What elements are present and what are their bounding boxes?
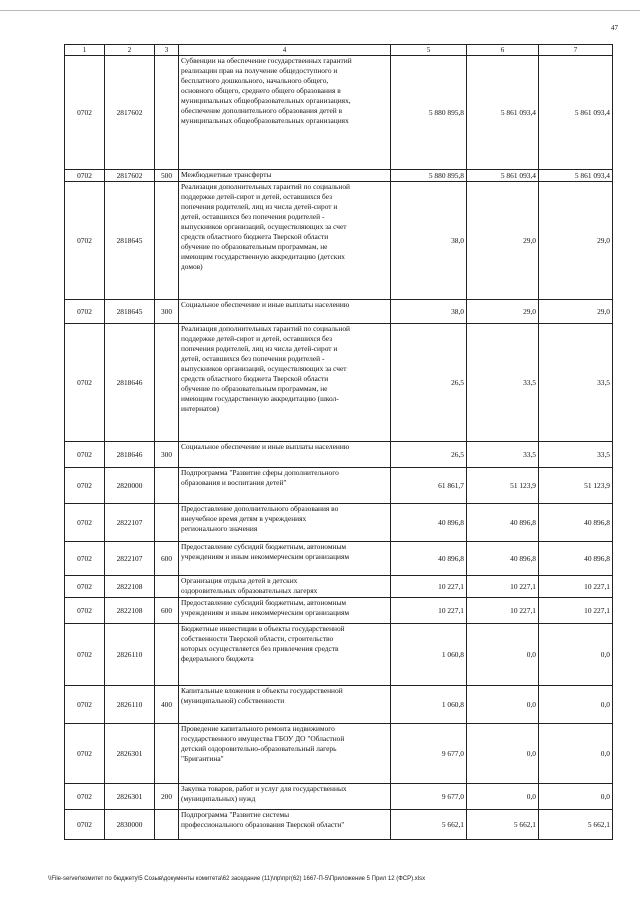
section-code-cell: 0702 (65, 300, 105, 324)
table-body (65, 56, 613, 840)
section-code-cell: 0702 (65, 182, 105, 300)
col-header-2: 2 (105, 45, 155, 56)
description-cell (179, 56, 391, 170)
amount-col5-cell: 1 060,8 (391, 686, 467, 724)
description-cell (179, 576, 391, 598)
description-cell (179, 624, 391, 686)
description-line: муниципальных общеобразовательных организациях, (181, 96, 351, 105)
description-cell (179, 686, 391, 724)
expense-type-cell: 600 (155, 542, 179, 576)
amount-col5-cell: 9 677,0 (391, 784, 467, 810)
amount-col5-cell: 40 896,8 (391, 504, 467, 542)
description-line: внеучебное время детям в учреждениях (181, 514, 307, 523)
amount-col6-cell: 0,0 (467, 686, 539, 724)
description-cell (179, 810, 391, 840)
expense-type-cell (155, 468, 179, 504)
table-row (65, 724, 613, 784)
amount-col5-cell: 26,5 (391, 324, 467, 442)
amount-col5-cell: 38,0 (391, 300, 467, 324)
description-line: Проведение капитального ремонта недвижимого (181, 724, 335, 733)
description-cell (179, 468, 391, 504)
amount-col7-cell: 10 227,1 (539, 598, 613, 624)
section-code-cell: 0702 (65, 784, 105, 810)
section-code-cell: 0702 (65, 170, 105, 182)
description-line: реализации прав на получение общедоступного и (181, 66, 338, 75)
amount-col7-cell: 51 123,9 (539, 468, 613, 504)
description-line: профессионального образования Тверской области" (181, 820, 345, 829)
expense-type-cell (155, 324, 179, 442)
description-line: Предоставление дополнительного образования во (181, 504, 339, 513)
target-article-cell: 2818646 (105, 442, 155, 468)
col-header-5: 5 (391, 45, 467, 56)
table-row (65, 784, 613, 810)
top-rule (0, 10, 640, 11)
description-line: Предоставление субсидий бюджетным, автономным (181, 598, 347, 607)
description-cell (179, 324, 391, 442)
amount-col7-cell: 10 227,1 (539, 576, 613, 598)
amount-col7-cell: 33,5 (539, 324, 613, 442)
section-code-cell: 0702 (65, 56, 105, 170)
description-line: обучение по образовательным программам, не (181, 384, 328, 393)
description-line: регионального значения (181, 524, 258, 533)
expense-type-cell: 300 (155, 300, 179, 324)
description-line: Предоставление субсидий бюджетным, автономным (181, 542, 347, 551)
amount-col7-cell: 40 896,8 (539, 504, 613, 542)
col-header-4: 4 (179, 45, 391, 56)
amount-col5-cell: 38,0 (391, 182, 467, 300)
amount-col6-cell: 33,5 (467, 442, 539, 468)
description-line: "Бригантина" (181, 754, 224, 763)
section-code-cell: 0702 (65, 724, 105, 784)
description-cell (179, 542, 391, 576)
description-line: попечения родителей, лиц из числа детей-сирот и (181, 344, 338, 353)
table-row (65, 442, 613, 468)
col-header-7: 7 (539, 45, 613, 56)
target-article-cell: 2820000 (105, 468, 155, 504)
table-row (65, 182, 613, 300)
description-line: Капитальные вложения в объекты государственной (181, 686, 343, 695)
expense-type-cell: 200 (155, 784, 179, 810)
description-line: интернатов) (181, 404, 219, 413)
description-line: обучение по образовательным программам, не (181, 242, 328, 251)
target-article-cell: 2822107 (105, 542, 155, 576)
target-article-cell: 2817602 (105, 170, 155, 182)
col-header-1: 1 (65, 45, 105, 56)
expense-type-cell (155, 504, 179, 542)
description-line: детский оздоровительно-образовательный лагерь (181, 744, 337, 753)
description-line: Закупка товаров, работ и услуг для государственных (181, 784, 347, 793)
amount-col7-cell: 29,0 (539, 300, 613, 324)
expense-type-cell (155, 576, 179, 598)
amount-col6-cell: 0,0 (467, 624, 539, 686)
amount-col7-cell: 0,0 (539, 624, 613, 686)
description-line: Реализация дополнительных гарантий по социальной (181, 324, 350, 333)
amount-col7-cell: 0,0 (539, 724, 613, 784)
section-code-cell: 0702 (65, 468, 105, 504)
description-line: Реализация дополнительных гарантий по социальной (181, 182, 350, 191)
description-line: учреждениям и иным некоммерческим организациям (181, 608, 350, 617)
expense-type-cell (155, 724, 179, 784)
section-code-cell: 0702 (65, 542, 105, 576)
expense-type-cell (155, 624, 179, 686)
target-article-cell: 2822108 (105, 576, 155, 598)
description-line: поддержке детей-сирот и детей, оставшихся без (181, 334, 333, 343)
amount-col6-cell: 29,0 (467, 182, 539, 300)
description-line: Подпрограмма "Развитие сферы дополнительного (181, 468, 339, 477)
amount-col5-cell: 1 060,8 (391, 624, 467, 686)
section-code-cell: 0702 (65, 576, 105, 598)
expense-type-cell: 300 (155, 442, 179, 468)
target-article-cell: 2822107 (105, 504, 155, 542)
description-cell (179, 442, 391, 468)
amount-col5-cell: 40 896,8 (391, 542, 467, 576)
expense-type-cell (155, 56, 179, 170)
amount-col7-cell: 5 861 093,4 (539, 56, 613, 170)
table-row (65, 56, 613, 170)
amount-col6-cell: 5 662,1 (467, 810, 539, 840)
description-line: детей, оставшихся без попечения родителей - (181, 354, 325, 363)
description-line: Социальное обеспечение и иные выплаты населению (181, 442, 350, 451)
description-line: имеющим государственную аккредитацию (школ- (181, 394, 339, 403)
amount-col6-cell: 33,5 (467, 324, 539, 442)
section-code-cell: 0702 (65, 324, 105, 442)
amount-col6-cell: 0,0 (467, 784, 539, 810)
description-line: образования и воспитания детей" (181, 478, 287, 487)
description-cell (179, 170, 391, 182)
description-cell (179, 598, 391, 624)
description-line: федерального бюджета (181, 654, 254, 663)
amount-col6-cell: 10 227,1 (467, 576, 539, 598)
target-article-cell: 2826110 (105, 686, 155, 724)
description-line: попечения родителей, лиц из числа детей-сирот и (181, 202, 338, 211)
col-header-3: 3 (155, 45, 179, 56)
amount-col6-cell: 10 227,1 (467, 598, 539, 624)
amount-col5-cell: 10 227,1 (391, 576, 467, 598)
description-line: имеющим государственную аккредитацию (детских (181, 252, 345, 261)
expense-type-cell: 600 (155, 598, 179, 624)
description-line: поддержке детей-сирот и детей, оставшихся без (181, 192, 333, 201)
description-line: выпускников организаций, осуществляющих за счет (181, 364, 347, 373)
description-cell (179, 504, 391, 542)
target-article-cell: 2826301 (105, 784, 155, 810)
description-line: средств областного бюджета Тверской области (181, 232, 329, 241)
table-row (65, 170, 613, 182)
target-article-cell: 2830000 (105, 810, 155, 840)
description-line: Организация отдыха детей в детских (181, 576, 298, 585)
table-row (65, 624, 613, 686)
amount-col7-cell: 5 861 093,4 (539, 170, 613, 182)
section-code-cell: 0702 (65, 504, 105, 542)
amount-col7-cell: 5 662,1 (539, 810, 613, 840)
description-line: Субвенции на обеспечение государственных гарантий (181, 56, 352, 65)
amount-col6-cell: 40 896,8 (467, 542, 539, 576)
description-line: Межбюджетные трансферты (181, 170, 272, 179)
col-header-6: 6 (467, 45, 539, 56)
amount-col5-cell: 5 880 895,8 (391, 170, 467, 182)
target-article-cell: 2818645 (105, 300, 155, 324)
section-code-cell: 0702 (65, 442, 105, 468)
description-line: домов) (181, 262, 203, 271)
description-line: муниципальных общеобразовательных организациях (181, 116, 349, 125)
target-article-cell: 2826301 (105, 724, 155, 784)
description-line: средств областного бюджета Тверской области (181, 374, 329, 383)
expense-type-cell: 400 (155, 686, 179, 724)
description-line: (муниципальной) собственности (181, 696, 285, 705)
description-line: оздоровительных образовательных лагерях (181, 586, 318, 595)
description-line: детей, оставшихся без попечения родителей - (181, 212, 325, 221)
amount-col6-cell: 29,0 (467, 300, 539, 324)
amount-col6-cell: 5 861 093,4 (467, 170, 539, 182)
table-row (65, 598, 613, 624)
table-row (65, 542, 613, 576)
file-path-footer: \\File-server\комитет по бюджету\5 Созыв\документы комитета\62 заседание (11)\пр\прг(62) 1667-П-5\Приложение 5 Прил 12 (ФСР).xlsx (48, 876, 426, 882)
description-line: собственности Тверской области, строительство (181, 634, 334, 643)
table-row (65, 324, 613, 442)
page-number: 47 (611, 24, 618, 32)
description-line: Бюджетные инвестиции в объекты государственной (181, 624, 345, 633)
expense-type-cell (155, 182, 179, 300)
amount-col7-cell: 0,0 (539, 686, 613, 724)
description-line: Подпрограмма "Развитие системы (181, 810, 290, 819)
amount-col5-cell: 9 677,0 (391, 724, 467, 784)
target-article-cell: 2826110 (105, 624, 155, 686)
amount-col7-cell: 40 896,8 (539, 542, 613, 576)
table-row (65, 468, 613, 504)
description-line: учреждениям и иным некоммерческим организациям (181, 552, 350, 561)
amount-col5-cell: 10 227,1 (391, 598, 467, 624)
description-line: которых осуществляется без привлечения средств (181, 644, 339, 653)
section-code-cell: 0702 (65, 810, 105, 840)
amount-col5-cell: 5 880 895,8 (391, 56, 467, 170)
target-article-cell: 2817602 (105, 56, 155, 170)
section-code-cell: 0702 (65, 624, 105, 686)
amount-col6-cell: 5 861 093,4 (467, 56, 539, 170)
table-row (65, 300, 613, 324)
description-line: Социальное обеспечение и иные выплаты населению (181, 300, 350, 309)
table-row (65, 576, 613, 598)
amount-col5-cell: 61 861,7 (391, 468, 467, 504)
header-row (65, 45, 613, 56)
table-row (65, 810, 613, 840)
budget-table (64, 44, 613, 840)
target-article-cell: 2818646 (105, 324, 155, 442)
description-cell (179, 182, 391, 300)
amount-col6-cell: 51 123,9 (467, 468, 539, 504)
section-code-cell: 0702 (65, 686, 105, 724)
target-article-cell: 2822108 (105, 598, 155, 624)
amount-col5-cell: 26,5 (391, 442, 467, 468)
amount-col7-cell: 0,0 (539, 784, 613, 810)
description-line: бесплатного дошкольного, начального общего, (181, 76, 329, 85)
amount-col7-cell: 33,5 (539, 442, 613, 468)
table-row (65, 504, 613, 542)
description-cell (179, 784, 391, 810)
section-code-cell: 0702 (65, 598, 105, 624)
table-row (65, 686, 613, 724)
amount-col6-cell: 0,0 (467, 724, 539, 784)
amount-col7-cell: 29,0 (539, 182, 613, 300)
description-line: государственного имущества ГБОУ ДО "Областной (181, 734, 345, 743)
description-line: основного общего, среднего общего образования в (181, 86, 341, 95)
target-article-cell: 2818645 (105, 182, 155, 300)
description-line: (муниципальных) нужд (181, 794, 256, 803)
expense-type-cell: 500 (155, 170, 179, 182)
description-line: обеспечение дополнительного образования детей в (181, 106, 343, 115)
amount-col5-cell: 5 662,1 (391, 810, 467, 840)
expense-type-cell (155, 810, 179, 840)
amount-col6-cell: 40 896,8 (467, 504, 539, 542)
description-cell (179, 724, 391, 784)
description-cell (179, 300, 391, 324)
description-line: выпускников организаций, осуществляющих за счет (181, 222, 347, 231)
